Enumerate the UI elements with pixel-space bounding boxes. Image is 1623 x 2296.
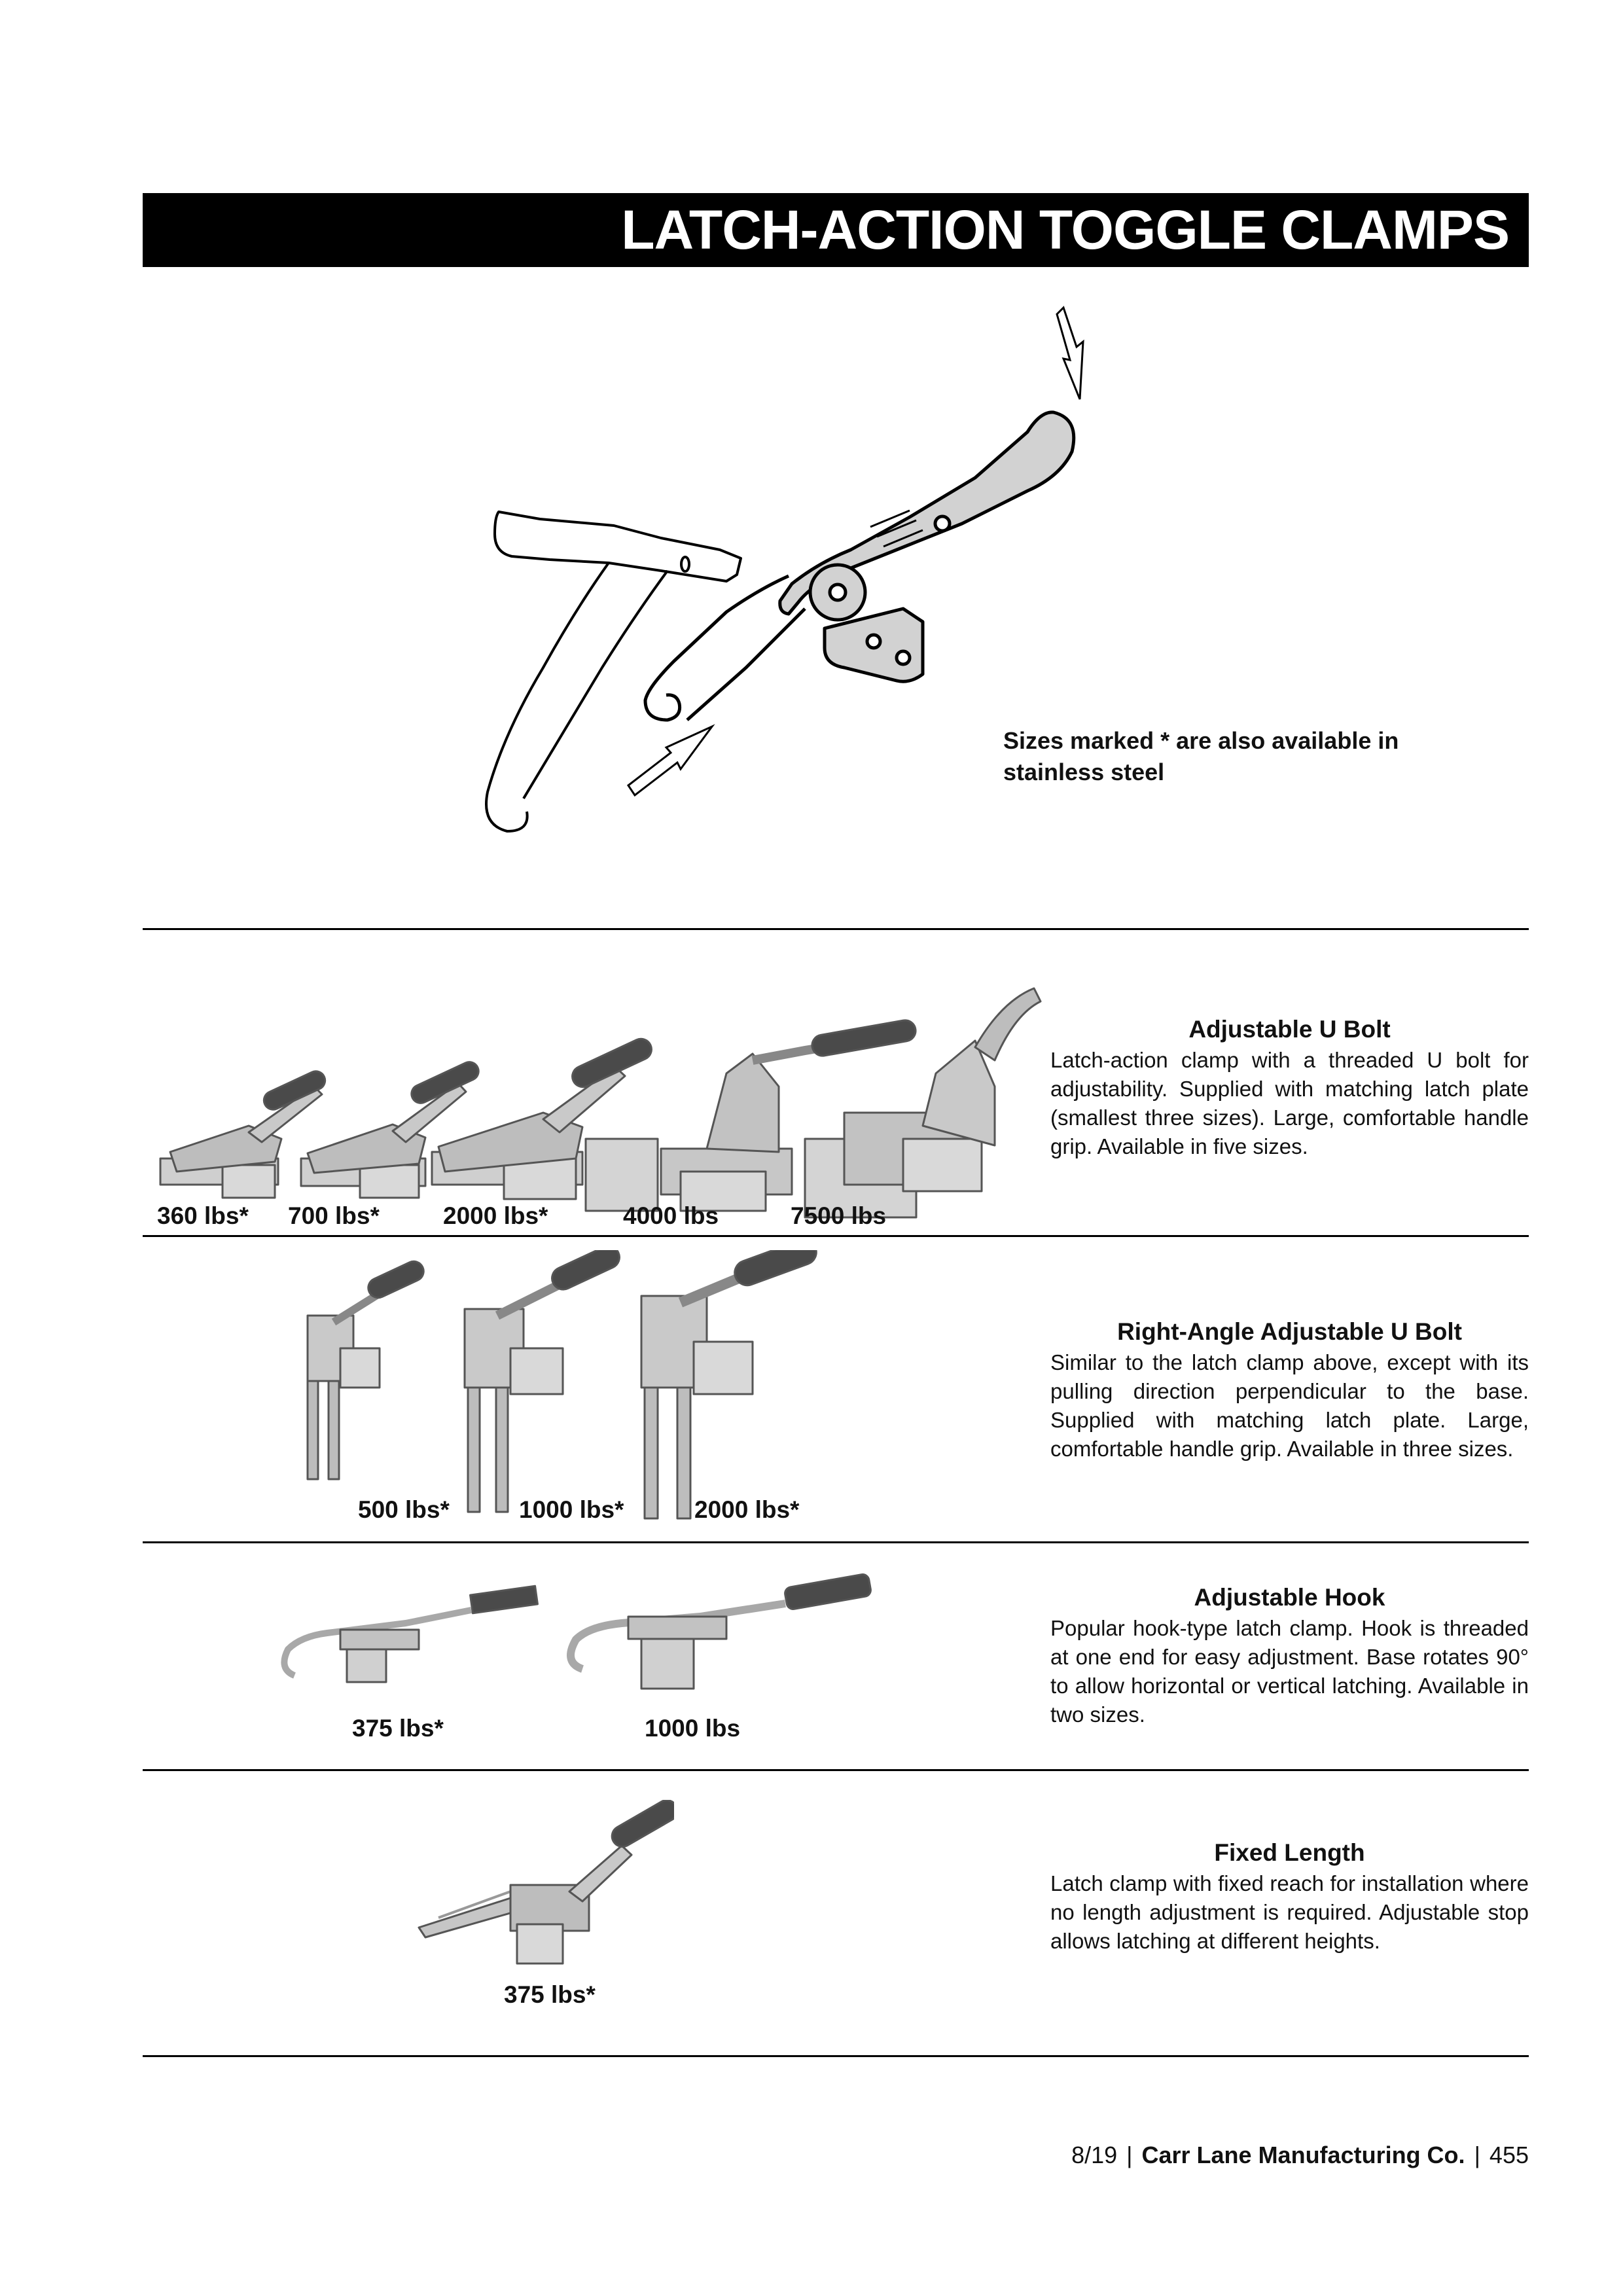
title-banner bbox=[143, 193, 1529, 267]
size-label: 4000 lbs bbox=[623, 1202, 719, 1229]
clamp-photo-hook-375 bbox=[284, 1586, 537, 1682]
divider bbox=[143, 2055, 1529, 2057]
adjustable-u-bolt-photos bbox=[151, 975, 1054, 1224]
clamp-photo-1000 bbox=[465, 1250, 623, 1512]
adjustable-hook-photos bbox=[275, 1571, 877, 1702]
size-label: 2000 lbs* bbox=[443, 1202, 548, 1229]
clamp-photo-hook-1000 bbox=[571, 1573, 872, 1689]
down-arrow-icon bbox=[1057, 308, 1083, 399]
footer-page-number: 455 bbox=[1489, 2142, 1529, 2168]
page-footer: 8/19 | Carr Lane Manufacturing Co. | 455 bbox=[1071, 2142, 1529, 2168]
section-heading: Adjustable U Bolt bbox=[1188, 1016, 1391, 1043]
size-label: 1000 lbs* bbox=[519, 1496, 624, 1523]
footer-date: 8/19 bbox=[1071, 2142, 1118, 2168]
stainless-note-line1: Sizes marked * are also available in bbox=[1003, 727, 1399, 754]
section-description: Latch clamp with fixed reach for installation where no length adjustment is required. Adjustable stop allows latching at different heights. bbox=[1050, 1871, 1529, 1953]
clamp-photo-2000-right-angle bbox=[641, 1250, 820, 1518]
size-label: 375 lbs* bbox=[504, 1981, 596, 2008]
section-heading: Adjustable Hook bbox=[1194, 1584, 1385, 1611]
divider bbox=[143, 1235, 1529, 1237]
size-label: 1000 lbs bbox=[645, 1715, 741, 1742]
size-label: 7500 lbs bbox=[791, 1202, 887, 1229]
right-angle-u-bolt-photos bbox=[288, 1250, 825, 1525]
stainless-note-line2: stainless steel bbox=[1003, 759, 1165, 785]
section-description: Popular hook-type latch clamp. Hook is threaded at one end for easy adjustment. Base rotates 90° to allow horizontal or vertical latching. Available in two sizes. bbox=[1050, 1616, 1529, 1727]
size-label: 500 lbs* bbox=[358, 1496, 450, 1523]
up-arrow-icon bbox=[628, 726, 712, 795]
stainless-note bbox=[1003, 725, 1474, 788]
fixed-length-photo bbox=[412, 1800, 674, 1970]
clamp-photo-fixed-375 bbox=[419, 1800, 674, 1964]
divider bbox=[143, 928, 1529, 930]
size-label: 360 lbs* bbox=[157, 1202, 249, 1229]
section-heading: Fixed Length bbox=[1214, 1839, 1365, 1866]
page-title: LATCH-ACTION TOGGLE CLAMPS bbox=[621, 199, 1509, 260]
section-adjustable-hook bbox=[1050, 1583, 1529, 1729]
section-fixed-length bbox=[1050, 1838, 1529, 1956]
open-position-outline bbox=[486, 512, 741, 831]
size-label: 700 lbs* bbox=[288, 1202, 380, 1229]
divider bbox=[143, 1769, 1529, 1771]
section-description: Similar to the latch clamp above, except with its pulling direction perpendicular to the base. Supplied with matching latch plate. Large, comfortable handle grip. Available in three sizes. bbox=[1050, 1350, 1529, 1461]
section-heading: Right-Angle Adjustable U Bolt bbox=[1117, 1318, 1462, 1345]
section-adjustable-u-bolt bbox=[1050, 1014, 1529, 1161]
clamp-photo-7500 bbox=[805, 988, 1041, 1217]
section-description: Latch-action clamp with a threaded U bolt for adjustability. Supplied with matching latch plate (smallest three sizes). Large, comfortable handle grip. Available in five sizes. bbox=[1050, 1048, 1529, 1158]
size-label: 375 lbs* bbox=[352, 1715, 444, 1742]
divider bbox=[143, 1541, 1529, 1543]
section-right-angle-u-bolt bbox=[1050, 1317, 1529, 1463]
size-label: 2000 lbs* bbox=[694, 1496, 800, 1523]
clamp-photo-500 bbox=[308, 1258, 427, 1479]
footer-company: Carr Lane Manufacturing Co. bbox=[1141, 2142, 1465, 2168]
